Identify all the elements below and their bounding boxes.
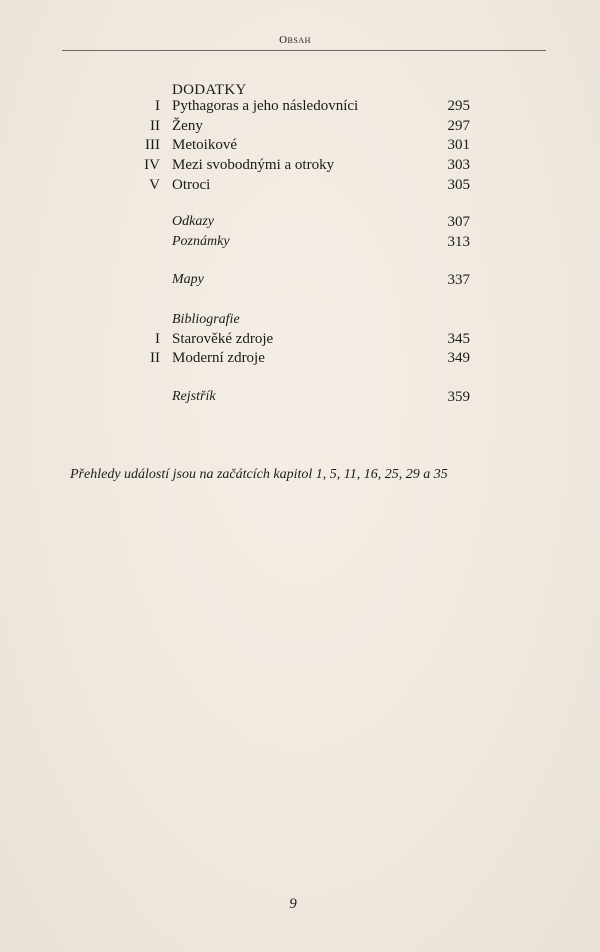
- entry-title: Metoikové: [172, 137, 237, 153]
- entry-page: 337: [447, 272, 470, 288]
- entry-number: V: [149, 177, 160, 193]
- toc-entry: [0, 137, 600, 159]
- toc-entry: [0, 350, 600, 372]
- appendix-heading: DODATKY: [172, 82, 247, 98]
- entry-title: Ženy: [172, 118, 203, 134]
- toc-entry: [0, 177, 600, 199]
- page-number: 9: [289, 896, 297, 912]
- entry-page: 295: [447, 98, 470, 114]
- entry-page: 307: [447, 214, 470, 230]
- entry-title: Poznámky: [172, 234, 230, 249]
- toc-entry: [0, 389, 600, 411]
- entry-page: 349: [447, 350, 470, 366]
- entry-title: Pythagoras a jeho následovníci: [172, 98, 359, 114]
- toc-entry: [0, 98, 600, 120]
- entry-number: III: [145, 137, 160, 153]
- entry-page: 345: [447, 331, 470, 347]
- entry-number: I: [155, 98, 160, 114]
- entry-title: Mezi svobodnými a otroky: [172, 157, 335, 173]
- toc-entry: [0, 214, 600, 236]
- entry-title: Moderní zdroje: [172, 350, 265, 366]
- entry-page: 303: [447, 157, 470, 173]
- entry-page: 359: [447, 389, 470, 405]
- toc-entry: [0, 272, 600, 294]
- header-rule: [62, 50, 546, 51]
- entry-page: 305: [447, 177, 470, 193]
- entry-title: Rejstřík: [172, 389, 216, 404]
- toc-entry: [0, 157, 600, 179]
- entry-title: Odkazy: [172, 214, 214, 229]
- toc-entry: [0, 234, 600, 256]
- entry-number: II: [150, 350, 160, 366]
- entry-number: I: [155, 331, 160, 347]
- entry-page: 297: [447, 118, 470, 134]
- entry-title: Otroci: [172, 177, 211, 193]
- running-header: Obsah: [279, 34, 311, 46]
- entry-number: II: [150, 118, 160, 134]
- bibliography-heading: Bibliografie: [172, 312, 240, 327]
- chronology-note: Přehledy událostí jsou na začátcích kapitol 1, 5, 11, 16, 25, 29 a 35: [70, 467, 448, 482]
- entry-title: Starověké zdroje: [172, 331, 274, 347]
- entry-title: Mapy: [172, 272, 204, 287]
- entry-number: IV: [144, 157, 160, 173]
- entry-page: 301: [447, 137, 470, 153]
- entry-page: 313: [447, 234, 470, 250]
